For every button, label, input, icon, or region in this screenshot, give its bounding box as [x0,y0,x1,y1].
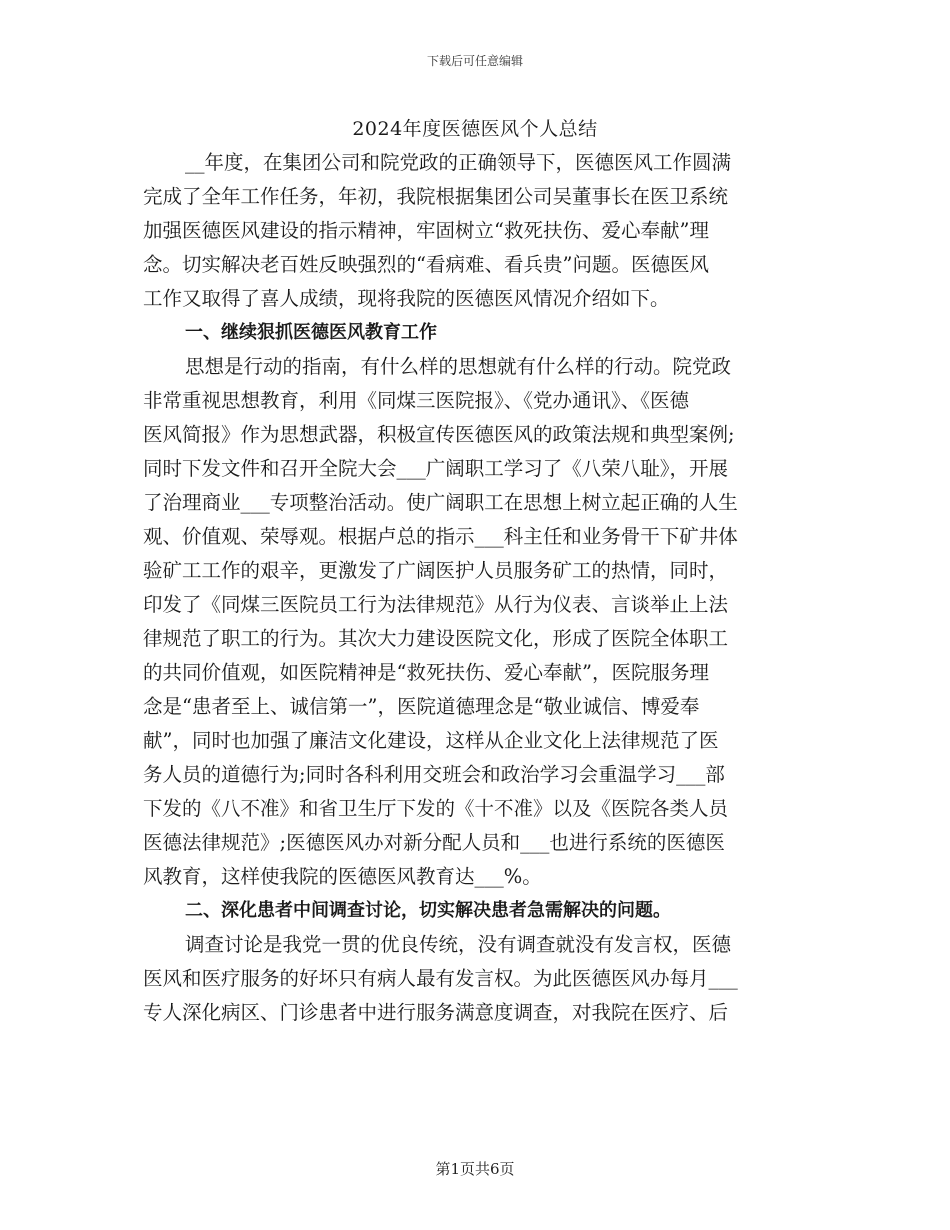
body-text-line: 同时下发文件和召开全院大会___广阔职工学习了《八荣八耻》，开展 [143,457,729,480]
body-text-line: 了治理商业___专项整治活动。使广阔职工在思想上树立起正确的人生 [143,491,738,514]
body-text-line: 工作又取得了喜人成绩，现将我院的医德医风情况介绍如下。 [143,287,670,310]
body-text-line: 思想是行动的指南，有什么样的思想就有什么样的行动。院党政 [185,355,732,378]
body-text-line: 完成了全年工作任务，年初，我院根据集团公司吴董事长在医卫系统 [143,185,729,208]
body-text-line: __年度，在集团公司和院党政的正确领导下，医德医风工作圆满 [185,151,732,174]
document-title: 2024年度医德医风个人总结 [352,118,598,140]
body-text-line: 务人员的道德行为;同时各科利用交班会和政治学习会重温学习___部 [143,763,725,786]
body-text-line: 调查讨论是我党一贯的优良传统，没有调查就没有发言权，医德 [185,933,732,956]
body-text-line: 医风和医疗服务的好坏只有病人最有发言权。为此医德医风办每月___ [143,967,738,990]
body-text-line: 下发的《八不准》和省卫生厅下发的《十不准》以及《医院各类人员 [143,797,729,820]
body-text-line: 印发了《同煤三医院员工行为法律规范》从行为仪表、言谈举止上法 [143,593,729,616]
body-text-line: 念是“患者至上、诚信第一”，医院道德理念是“敬业诚信、博爱奉 [143,695,700,718]
header-note: 下载后可任意编辑 [426,54,523,68]
body-text-line: 专人深化病区、门诊患者中进行服务满意度调查，对我院在医疗、后 [143,1001,729,1024]
body-text-line: 献”，同时也加强了廉洁文化建设，这样从企业文化上法律规范了医 [143,729,719,752]
body-text-line: 律规范了职工的行为。其次大力建设医院文化，形成了医院全体职工 [143,627,729,650]
document-body [143,146,803,1030]
body-text-line: 念。切实解决老百姓反映强烈的“看病难、看兵贵”问题。医德医风 [143,253,709,276]
section-heading: 二、深化患者中间调查讨论，切实解决患者急需解决的问题。 [185,900,671,921]
body-text-line: 非常重视思想教育，利用《同煤三医院报》、《党办通讯》、《医德 [143,389,690,412]
page-footer: 第1页共6页 [435,1160,515,1178]
body-text-line: 风教育，这样使我院的医德医风教育达___%。 [143,865,542,888]
body-text-line: 加强医德医风建设的指示精神，牢固树立“救死扶伤、爱心奉献”理 [143,219,709,242]
body-text-line: 医风简报》作为思想武器，积极宣传医德医风的政策法规和典型案例; [143,423,735,446]
body-text-line: 验矿工工作的艰辛，更激发了广阔医护人员服务矿工的热情，同时， [143,559,729,582]
body-text-line: 观、价值观、荣辱观。根据卢总的指示___科主任和业务骨干下矿井体 [143,525,738,548]
section-heading: 一、继续狠抓医德医风教育工作 [185,322,437,343]
body-text-line: 的共同价值观，如医院精神是“救死扶伤、爱心奉献”，医院服务理 [143,661,709,684]
body-text-line: 医德法律规范》;医德医风办对新分配人员和___也进行系统的医德医 [143,831,725,854]
